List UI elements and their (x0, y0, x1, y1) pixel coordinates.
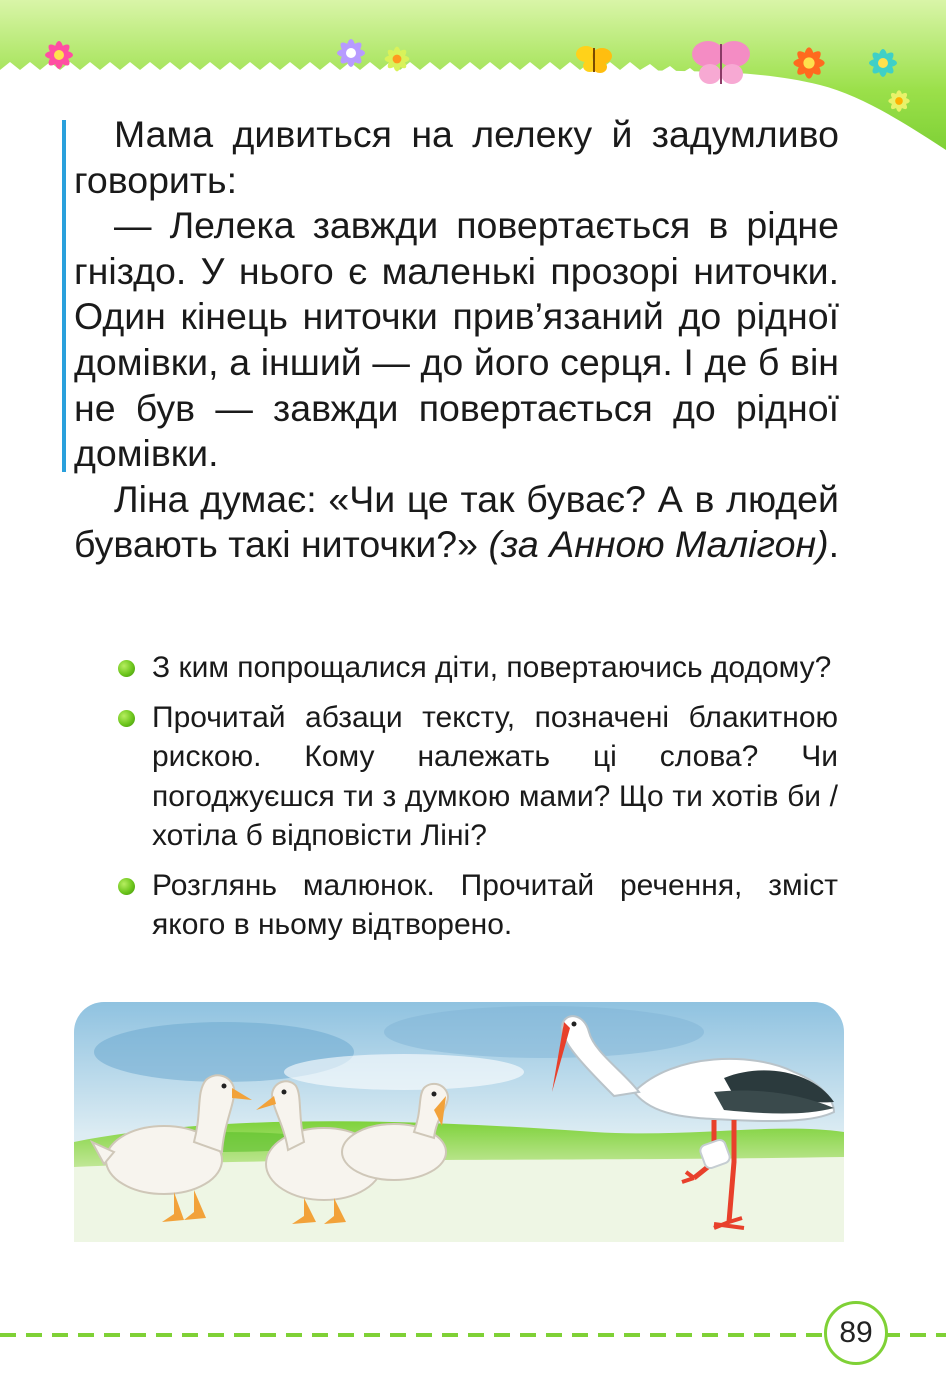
story-paragraph-1: Мама дивиться на лелеку й задумливо говорить: (74, 113, 839, 201)
illustration-geese-and-stork (74, 992, 844, 1254)
story-paragraph-3 (74, 477, 839, 568)
flower-icon (866, 46, 900, 80)
question-item (152, 866, 838, 945)
questions-list (152, 648, 838, 955)
butterfly-icon (574, 42, 614, 76)
flower-icon (886, 88, 912, 114)
question-item (152, 698, 838, 856)
question-item (152, 648, 838, 688)
question-text: Прочитай абзаци тексту, позначені блакитною рискою. Кому належать ці слова? Чи погоджуєшся ти з думкою мами? Що ти хотів би / хотіла б відповісти Ліні? (152, 700, 838, 852)
flower-icon (334, 36, 368, 70)
page-number: 89 (824, 1301, 888, 1365)
question-text: Розглянь малюнок. Прочитай речення, зміст якого в ньому відтворено. (152, 868, 838, 941)
flower-icon (790, 44, 828, 82)
green-bullet-icon (118, 660, 135, 677)
butterfly-icon (690, 38, 752, 88)
story-text (74, 112, 839, 568)
question-text: З ким попрощалися діти, повертаючись додому? (152, 651, 832, 684)
flower-icon (42, 38, 76, 72)
green-bullet-icon (118, 710, 135, 727)
blue-paragraph-marker (62, 120, 66, 472)
story-source: (за Анною Малігон) (488, 523, 829, 566)
green-bullet-icon (118, 878, 135, 895)
story-paragraph-2: — Лелека завжди повертається в рідне гніздо. У нього є маленькі прозорі ниточки. Один кінець ниточки прив’язаний до рідної домівки, а інший — до його серця. І де б він не був — завжди повертається до рідної домівки. (74, 204, 839, 475)
story-paragraph-3-text: Ліна думає: «Чи це так буває? А в людей бувають такі ниточки?» (74, 477, 839, 566)
story-paragraph-3-end: . (828, 523, 840, 566)
flower-icon (382, 44, 412, 74)
footer-dashed-line (0, 1332, 946, 1338)
